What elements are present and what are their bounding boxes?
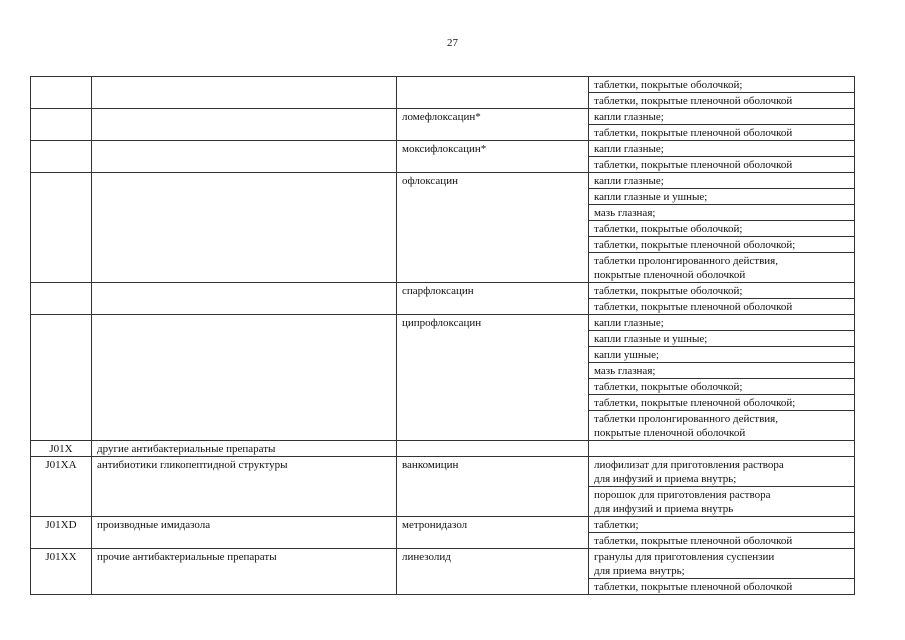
dosage-form-cell: таблетки, покрытые пленочной оболочкой bbox=[589, 157, 855, 173]
atc-code-cell: J01XX bbox=[31, 549, 92, 595]
dosage-form-cell: лиофилизат для приготовления раствора для инфузий и приема внутрь; bbox=[589, 457, 855, 487]
group-name-cell: прочие антибактериальные препараты bbox=[92, 549, 397, 595]
dosage-form-cell: гранулы для приготовления суспензии для приема внутрь; bbox=[589, 549, 855, 579]
dosage-form-cell: таблетки, покрытые пленочной оболочкой bbox=[589, 579, 855, 595]
dosage-form-cell: таблетки, покрытые пленочной оболочкой; bbox=[589, 395, 855, 411]
atc-code-cell bbox=[31, 141, 92, 173]
table-row bbox=[31, 441, 855, 457]
table-row bbox=[31, 549, 855, 579]
group-name-cell bbox=[92, 141, 397, 173]
dosage-form-cell: таблетки, покрытые пленочной оболочкой bbox=[589, 533, 855, 549]
table-row bbox=[31, 283, 855, 299]
dosage-form-cell: капли глазные и ушные; bbox=[589, 331, 855, 347]
dosage-form-cell: таблетки, покрытые пленочной оболочкой bbox=[589, 93, 855, 109]
dosage-form-cell: таблетки, покрытые пленочной оболочкой bbox=[589, 299, 855, 315]
atc-code-cell bbox=[31, 77, 92, 109]
dosage-form-cell: капли глазные; bbox=[589, 141, 855, 157]
dosage-form-cell: капли глазные; bbox=[589, 315, 855, 331]
page-number: 27 bbox=[447, 37, 458, 49]
dosage-form-cell: капли глазные и ушные; bbox=[589, 189, 855, 205]
drug-name-cell: спарфлоксацин bbox=[397, 283, 589, 315]
dosage-form-cell: таблетки, покрытые пленочной оболочкой; bbox=[589, 237, 855, 253]
dosage-form-cell: таблетки, покрытые оболочкой; bbox=[589, 77, 855, 93]
group-name-cell: другие антибактериальные препараты bbox=[92, 441, 397, 457]
drug-name-cell: ванкомицин bbox=[397, 457, 589, 517]
atc-code-cell: J01X bbox=[31, 441, 92, 457]
dosage-form-cell bbox=[589, 441, 855, 457]
table-row bbox=[31, 109, 855, 125]
atc-code-cell bbox=[31, 109, 92, 141]
group-name-cell bbox=[92, 77, 397, 109]
atc-code-cell: J01XA bbox=[31, 457, 92, 517]
dosage-form-cell: таблетки, покрытые оболочкой; bbox=[589, 221, 855, 237]
drug-name-cell: моксифлоксацин* bbox=[397, 141, 589, 173]
dosage-form-cell: мазь глазная; bbox=[589, 363, 855, 379]
group-name-cell bbox=[92, 173, 397, 283]
drug-name-cell bbox=[397, 77, 589, 109]
group-name-cell bbox=[92, 283, 397, 315]
drug-table bbox=[30, 76, 855, 595]
atc-code-cell: J01XD bbox=[31, 517, 92, 549]
dosage-form-cell: капли глазные; bbox=[589, 109, 855, 125]
dosage-form-cell: капли глазные; bbox=[589, 173, 855, 189]
atc-code-cell bbox=[31, 283, 92, 315]
drug-name-cell: ломефлоксацин* bbox=[397, 109, 589, 141]
table-row bbox=[31, 457, 855, 487]
drug-name-cell bbox=[397, 441, 589, 457]
group-name-cell bbox=[92, 109, 397, 141]
dosage-form-cell: таблетки пролонгированного действия, покрытые пленочной оболочкой bbox=[589, 411, 855, 441]
atc-code-cell bbox=[31, 173, 92, 283]
group-name-cell: антибиотики гликопептидной структуры bbox=[92, 457, 397, 517]
dosage-form-cell: таблетки пролонгированного действия, покрытые пленочной оболочкой bbox=[589, 253, 855, 283]
drug-name-cell: линезолид bbox=[397, 549, 589, 595]
table-row bbox=[31, 77, 855, 93]
dosage-form-cell: таблетки, покрытые оболочкой; bbox=[589, 379, 855, 395]
dosage-form-cell: порошок для приготовления раствора для инфузий и приема внутрь bbox=[589, 487, 855, 517]
dosage-form-cell: мазь глазная; bbox=[589, 205, 855, 221]
group-name-cell: производные имидазола bbox=[92, 517, 397, 549]
group-name-cell bbox=[92, 315, 397, 441]
drug-name-cell: ципрофлоксацин bbox=[397, 315, 589, 441]
dosage-form-cell: таблетки, покрытые оболочкой; bbox=[589, 283, 855, 299]
drug-name-cell: офлоксацин bbox=[397, 173, 589, 283]
drug-name-cell: метронидазол bbox=[397, 517, 589, 549]
table-row bbox=[31, 173, 855, 189]
table-row bbox=[31, 517, 855, 533]
dosage-form-cell: таблетки, покрытые пленочной оболочкой bbox=[589, 125, 855, 141]
dosage-form-cell: таблетки; bbox=[589, 517, 855, 533]
table-row bbox=[31, 315, 855, 331]
table-row bbox=[31, 141, 855, 157]
atc-code-cell bbox=[31, 315, 92, 441]
dosage-form-cell: капли ушные; bbox=[589, 347, 855, 363]
